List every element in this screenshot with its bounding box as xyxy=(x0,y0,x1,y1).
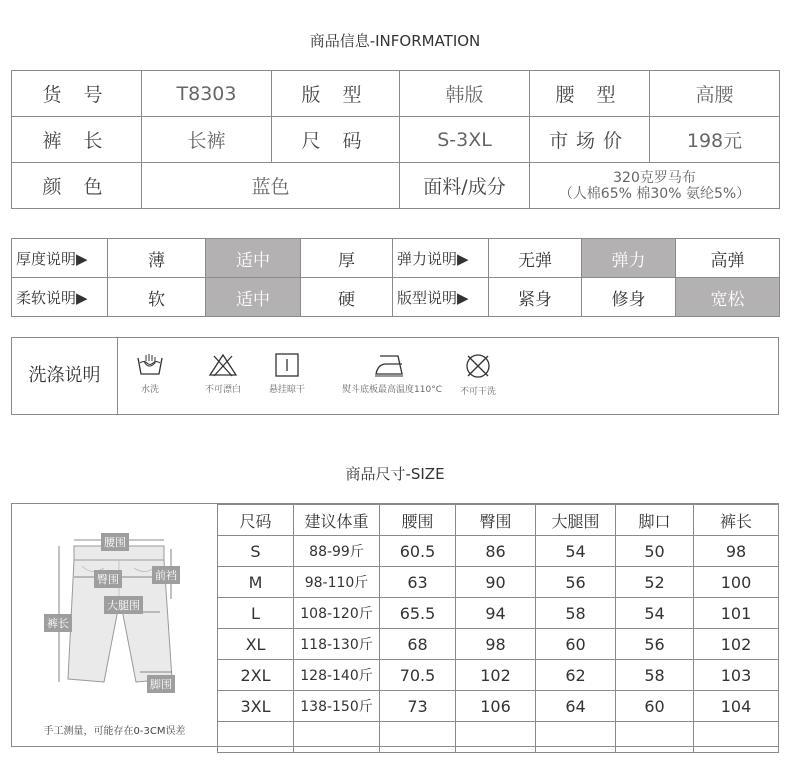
wash-item-text: 不可干洗 xyxy=(459,387,496,397)
size-header-cell: 建议体重 xyxy=(294,505,380,536)
size-row xyxy=(218,536,779,567)
attribute-table xyxy=(11,238,780,317)
fabric-key: 面料/成分 xyxy=(400,163,530,209)
pants-diagram xyxy=(12,504,218,746)
size-cell: 98-110斤 xyxy=(294,567,380,598)
attribute-label: 版型说明▶ xyxy=(393,278,489,317)
attribute-option: 适中 xyxy=(206,278,301,317)
info-title: 商品信息-INFORMATION xyxy=(309,32,481,50)
attribute-option: 弹力 xyxy=(582,239,676,278)
size-cell: 98 xyxy=(694,536,779,567)
size-header-cell: 裤长 xyxy=(694,505,779,536)
size-cell: 60.5 xyxy=(380,536,456,567)
attribute-option: 无弹 xyxy=(489,239,582,278)
size-cell xyxy=(294,722,380,753)
size-cell: XL xyxy=(218,629,294,660)
wash-item-text: 熨斗底板最高温度110°C xyxy=(342,385,442,395)
size-cell: 118-130斤 xyxy=(294,629,380,660)
measurement-note: 手工测量，可能存在0-3CM误差 xyxy=(43,726,186,737)
size-cell: 98 xyxy=(456,629,536,660)
info-key: 版 型 xyxy=(272,71,400,117)
size-cell: 2XL xyxy=(218,660,294,691)
wash-label: 洗涤说明 xyxy=(12,338,118,414)
size-header-cell: 尺码 xyxy=(218,505,294,536)
fabric-value xyxy=(530,163,780,209)
size-cell xyxy=(218,722,294,753)
size-cell: 65.5 xyxy=(380,598,456,629)
info-value: 高腰 xyxy=(650,71,780,117)
size-cell xyxy=(380,722,456,753)
info-value: T8303 xyxy=(142,71,272,117)
wash-item xyxy=(448,352,508,397)
size-cell: 88-99斤 xyxy=(294,536,380,567)
size-row xyxy=(218,598,779,629)
size-cell: 54 xyxy=(536,536,616,567)
size-cell: 90 xyxy=(456,567,536,598)
size-row xyxy=(218,660,779,691)
length-tag: 裤长 xyxy=(44,614,72,632)
info-row xyxy=(12,163,780,209)
size-cell: L xyxy=(218,598,294,629)
size-cell: 60 xyxy=(616,691,694,722)
waist-tag: 腰围 xyxy=(101,533,129,551)
fabric-line-2: （人棉65% 棉30% 氨纶5%） xyxy=(558,185,751,202)
size-cell: 56 xyxy=(616,629,694,660)
hem-tag: 脚围 xyxy=(147,675,175,693)
size-cell: 70.5 xyxy=(380,660,456,691)
size-cell: 68 xyxy=(380,629,456,660)
info-key: 腰 型 xyxy=(530,71,650,117)
attribute-label: 厚度说明▶ xyxy=(12,239,108,278)
info-value: 韩版 xyxy=(400,71,530,117)
fabric-line-1: 320克罗马布 xyxy=(613,169,696,186)
hang-dry-icon xyxy=(262,352,312,378)
size-cell: 73 xyxy=(380,691,456,722)
size-section xyxy=(11,503,779,747)
size-header-cell: 脚口 xyxy=(616,505,694,536)
color-value: 蓝色 xyxy=(142,163,400,209)
info-value: 长裤 xyxy=(142,117,272,163)
size-cell: 58 xyxy=(536,598,616,629)
size-empty-row xyxy=(218,722,779,753)
size-row xyxy=(218,629,779,660)
size-cell: 108-120斤 xyxy=(294,598,380,629)
size-header-cell: 大腿围 xyxy=(536,505,616,536)
info-value: S-3XL xyxy=(400,117,530,163)
attribute-option: 硬 xyxy=(301,278,393,317)
size-title: 商品尺寸-SIZE xyxy=(345,465,445,483)
size-header-cell: 腰围 xyxy=(380,505,456,536)
size-cell: 101 xyxy=(694,598,779,629)
no-bleach-icon xyxy=(193,352,253,378)
size-cell: 102 xyxy=(456,660,536,691)
size-cell xyxy=(456,722,536,753)
size-cell xyxy=(694,722,779,753)
attribute-option: 高弹 xyxy=(676,239,780,278)
size-cell: 54 xyxy=(616,598,694,629)
attribute-option: 紧身 xyxy=(489,278,582,317)
wash-item xyxy=(130,352,170,395)
size-cell: 64 xyxy=(536,691,616,722)
size-row xyxy=(218,567,779,598)
size-cell: 50 xyxy=(616,536,694,567)
wash-item xyxy=(262,352,312,395)
size-cell: 3XL xyxy=(218,691,294,722)
size-cell: 128-140斤 xyxy=(294,660,380,691)
size-cell xyxy=(616,722,694,753)
iron-icon xyxy=(332,352,452,378)
no-dry-clean-icon xyxy=(448,352,508,380)
size-cell: M xyxy=(218,567,294,598)
size-cell: 103 xyxy=(694,660,779,691)
size-cell: 138-150斤 xyxy=(294,691,380,722)
size-cell xyxy=(536,722,616,753)
size-cell: S xyxy=(218,536,294,567)
size-cell: 94 xyxy=(456,598,536,629)
size-cell: 100 xyxy=(694,567,779,598)
info-key: 市场价 xyxy=(530,117,650,163)
size-header-cell: 臀围 xyxy=(456,505,536,536)
info-value: 198元 xyxy=(650,117,780,163)
wash-instructions xyxy=(11,337,779,415)
attribute-option: 软 xyxy=(108,278,206,317)
info-table xyxy=(11,70,780,209)
rise-tag: 前裆 xyxy=(152,566,180,584)
attribute-label: 柔软说明▶ xyxy=(12,278,108,317)
size-cell: 62 xyxy=(536,660,616,691)
hip-tag: 臀围 xyxy=(94,570,122,588)
size-cell: 63 xyxy=(380,567,456,598)
attribute-option: 修身 xyxy=(582,278,676,317)
size-cell: 102 xyxy=(694,629,779,660)
size-cell: 56 xyxy=(536,567,616,598)
size-cell: 60 xyxy=(536,629,616,660)
wash-item-text: 悬挂晾干 xyxy=(268,385,305,395)
attribute-option: 适中 xyxy=(206,239,301,278)
size-cell: 52 xyxy=(616,567,694,598)
info-row xyxy=(12,117,780,163)
color-key: 颜 色 xyxy=(12,163,142,209)
size-cell: 86 xyxy=(456,536,536,567)
hand-wash-icon xyxy=(130,352,170,378)
size-cell: 104 xyxy=(694,691,779,722)
attribute-option: 宽松 xyxy=(676,278,780,317)
attribute-option: 薄 xyxy=(108,239,206,278)
size-cell: 106 xyxy=(456,691,536,722)
attribute-label: 弹力说明▶ xyxy=(393,239,489,278)
info-key: 裤 长 xyxy=(12,117,142,163)
attribute-option: 厚 xyxy=(301,239,393,278)
info-key: 尺 码 xyxy=(272,117,400,163)
wash-item xyxy=(193,352,253,395)
thigh-tag: 大腿围 xyxy=(104,596,143,614)
wash-item xyxy=(332,352,452,395)
info-key: 货 号 xyxy=(12,71,142,117)
attribute-row xyxy=(12,278,780,317)
size-cell: 58 xyxy=(616,660,694,691)
info-row xyxy=(12,71,780,117)
size-header-row xyxy=(218,505,779,536)
size-table xyxy=(217,504,779,753)
wash-item-text: 不可漂白 xyxy=(204,385,241,395)
wash-item-text: 水洗 xyxy=(140,385,159,395)
size-row xyxy=(218,691,779,722)
attribute-row xyxy=(12,239,780,278)
